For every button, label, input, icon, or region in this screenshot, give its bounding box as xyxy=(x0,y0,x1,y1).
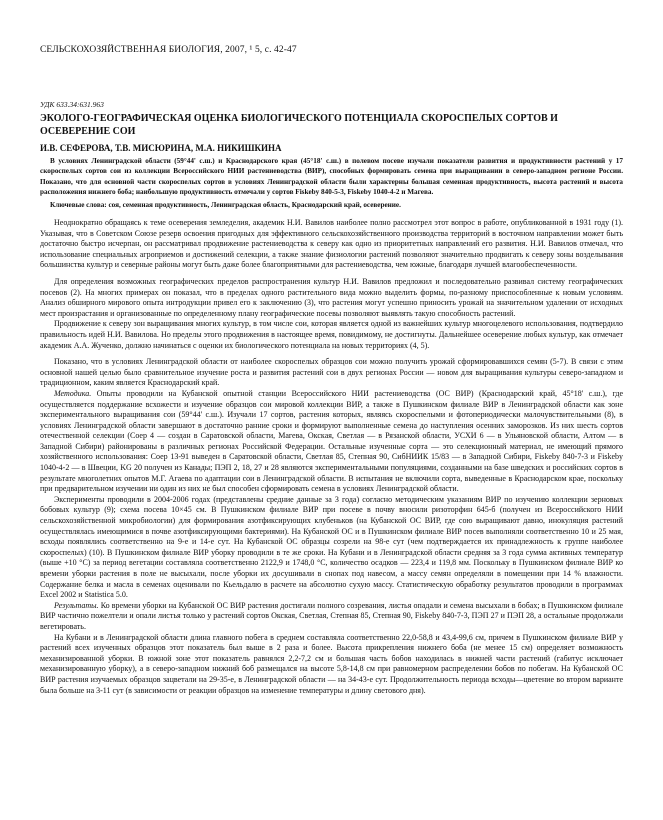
body-paragraph: Для определения возможных географических пределов распространения культур Н.И. Вавилов предложил и последовательно развивал систему географических посевов (2). На многих примерах он показал, что в пределах одного растительного вида можно выделить формы, по-разному приспособленные к новым условиям. Анализ обширного мирового опыта интродукции привел его к заключению (3), что растения могут успешно приносить урожай на значительном удалении от исходных мест произрастания и организованные по определенному плану географические посевы позволяют выявлять такую способность растений. xyxy=(40,276,623,318)
article-authors: И.В. СЕФЕРОВА, Т.В. МИСЮРИНА, М.А. НИКИШКИНА xyxy=(40,143,282,153)
abstract xyxy=(40,156,623,197)
keywords: Ключевые слова: соя, семенная продуктивность, Ленинградская область, Краснодарский край, осеверение. xyxy=(50,201,401,209)
body-paragraph: Продвижение к северу зон выращивания многих культур, в том числе сои, которая является одной из важнейших культур многоцелевого использования, подтвердило правильность идей Н.И. Вавилова. Но пределы этого продвижения в настоящее время, повидимому, не достигнуты. Дальнейшее осеверение любых культур, как отмечает академик А.А. Жученко, должно начинаться с оценки их биологического потенциала на новых территориях (4, 5). xyxy=(40,319,623,350)
body-paragraph: Неоднократно обращаясь к теме осеверения земледелия, академик Н.И. Вавилов наиболее полно рассмотрел этот вопрос в работе, опубликованной в 1931 году (1). Указывая, что в Советском Союзе резерв освоения пригодных для эффективного сельскохозяйственного производства территорий в восточном направлении может быть достаточно быстро исчерпан, он рассматривал продвижение растениеводства к северу как одно из приоритетных направлений его развития. Н.И. Вавилов отмечал, что использование специальных агроприемов и достижений селекции, а также знание физиологии растений позволяют значительно продвигать к северу зоны возделывания большинства культур и северные районы могут быть даже более благоприятными для растениеводства, чем южные, благодаря лучшей влагообеспеченности. xyxy=(40,218,623,270)
article-body xyxy=(40,218,623,696)
article-title: ЭКОЛОГО-ГЕОГРАФИЧЕСКАЯ ОЦЕНКА БИОЛОГИЧЕСКОГО ПОТЕНЦИАЛА СКОРОСПЕЛЫХ СОРТОВ И ОСЕВЕРЕНИЕ СОИ xyxy=(40,113,558,137)
body-paragraph: Показано, что в условиях Ленинградской области от наиболее скороспелых образцов сои можно получить урожай сформировавшихся семян (5-7). В связи с этим основной нашей целью было сравнительное изучение роста и развития растений сои в двух регионах России — новом для выращивания культуры северо-западном и традиционном, каким является Краснодарский край. xyxy=(40,357,623,388)
udk-code: УДК 633.34:631.963 xyxy=(40,100,104,109)
methods-paragraph: Методика. Опыты проводили на Кубанской опытной станции Всероссийского НИИ растениеводства (ОС ВИР) (Краснодарский край, 45°18' с.ш.), где осуществляется поддержание всхожести и изучение образцов сои мировой коллекции ВИР, а также в Пушкинском филиале ВИР в Ленинградской области как зоне экспериментального выращивания сои (59°44' с.ш.). Изучали 17 сортов, растения которых, являясь скороспелыми и фотопериодически малочувствительными (8), в условиях Ленинградской области завершают в достаточно ранние сроки и формируют выполненные семена до наступления осенних заморозков. Из них шесть сортов отечественной селекции (Соер 4 — создан в Саратовской области, Магева, Окская, Светлая — в Рязанской области, УСХИ 6 — в Ульяновской области, Алтом — в Западной Сибири) районированы в различных регионах Российской Федерации. Остальные изученные сорта — это селекционный материал, не имеющий прямого хозяйственного использования: Соер 13-91 выведен в Саратовской области, Светлая 85, Степная 90, СибНИИК 15/83 — в Западной Сибири, Fiskeby 840-7-3 и Fiskeby 1040-4-2 — в Швеции, KG 20 получен из Канады; ПЭП 2, 18, 27 и 28 являются экспериментальными популяциями, созданными на базе шведских и российских сортов в результате многолетних опытов М.Г. Агаева по адаптации сои в Ленинградской области. В испытания не включили сорта, выведенные в Краснодарском крае, поскольку при предварительном изучении ни один из них не был способен сформировать семена в условиях Ленинградской области. xyxy=(40,388,623,494)
section-label-results: Результаты. xyxy=(54,600,99,610)
section-label-methods: Методика. xyxy=(54,388,92,398)
body-paragraph: На Кубани и в Ленинградской области длина главного побега в среднем составляла соответственно 22,0-58,8 и 43,4-99,6 см, причем в Пушкинском филиале ВИР у растений всех изученных образцов этот показатель был выше в 2 раза и более. Высота прикрепления нижнего боба (не менее 15 см) определяет возможность механизированной уборки. В южной зоне этот показатель равнялся 2,2-7,2 см и большая часть бобов находилась в нижней части растений (габитус исключает механизированную уборку), а в северо-западном нижний боб размещался на высоте 5,8-14,8 см при равномерном распределении бобов по побегам. На Кубанской ОС ВИР растения изучаемых образцов зацветали на 29-35-е, в Ленинградской области — на 34-43-е сут. Продолжительность периода всходы—цветение во втором варианте была больше на 3-11 сут (в зависимости от реакции образцов на изменение температуры и длину светового дня). xyxy=(40,632,623,695)
journal-header: СЕЛЬСКОХОЗЯЙСТВЕННАЯ БИОЛОГИЯ, 2007, ¹ 5, с. 42-47 xyxy=(40,45,297,55)
abstract-text: В условиях Ленинградской области (59°44' с.ш.) и Краснодарского края (45°18' с.ш.) в полевом посеве изучали показатели развития и продуктивности растений у 17 скороспелых сортов сои из коллекции Всероссийского НИИ растениеводства (ВИР), способных формировать семена при выращивании в северо-западном регионе России. Показано, что для основной части скороспелых сортов в условиях Ленинградской области были характерны большая семенная продуктивность, высота растений и высота расположения нижнего боба; наибольшую продуктивность отмечали у сортов Fiskeby 840-5-3, Fiskeby 1040-4-2 и Магева. xyxy=(40,157,623,196)
results-paragraph: Результаты. Ко времени уборки на Кубанской ОС ВИР растения достигали полного созревания, листья опадали и семена высыхали в бобах; в Пушкинском филиале ВИР частично пожелтели и опали листья только у растений сортов Окская, Светлая, Степная 85, Степная 90, Fiskeby 840-7-3, ПЭП 27 и ПЭП 28, а остальные продолжали вегетировать. xyxy=(40,600,623,631)
body-paragraph: Эксперименты проводили в 2004-2006 годах (представлены средние данные за 3 года) согласно методическим указаниям ВИР по изучению коллекции зерновых бобовых культур (9); схема посева 10×45 см. В Пушкинском филиале ВИР при посеве в почву вносили ризоторфин 645-б (получен из Всероссийского НИИ сельскохозяйственной микробиологии) для формирования азотфиксирующих клубеньков (на Кубанской ОС ВИР, где сою выращивают давно, инокуляция растений осуществлялась имеющимися в почве азотфиксирующими бактериями). На Кубанской ОС и в Пушкинском филиале ВИР посев выполняли соответственно 10 и 25 мая, всходы появлялись соответственно на 9-е и 14-е сут. На Кубанской ОС образцы созрели на 98-е сут (чем подтверждается их принадлежность к группе наиболее скороспелых) (10). В Пушкинском филиале ВИР уборку проводили в те же сроки. На Кубани и в Ленинградской области средняя за 3 года сумма активных температур (выше +10 °С) за период вегетации составляла соответственно 2122,9 и 1748,0 °С, количество осадков — 223,4 и 119,8 мм. Поскольку в Пушкинском филиале ВИР ко времени уборки растения в поле не высыхали, после уборки их досушивали в снопах под навесом, а массу семян определяли в помещении при 14 % влажности. Содержание белка и масла в семенах оценивали по Кьельдалю в расчете на абсолютно сухую массу. Статистическую обработку результатов проводили в программах Excel 2002 и Statistica 5.0. xyxy=(40,494,623,600)
